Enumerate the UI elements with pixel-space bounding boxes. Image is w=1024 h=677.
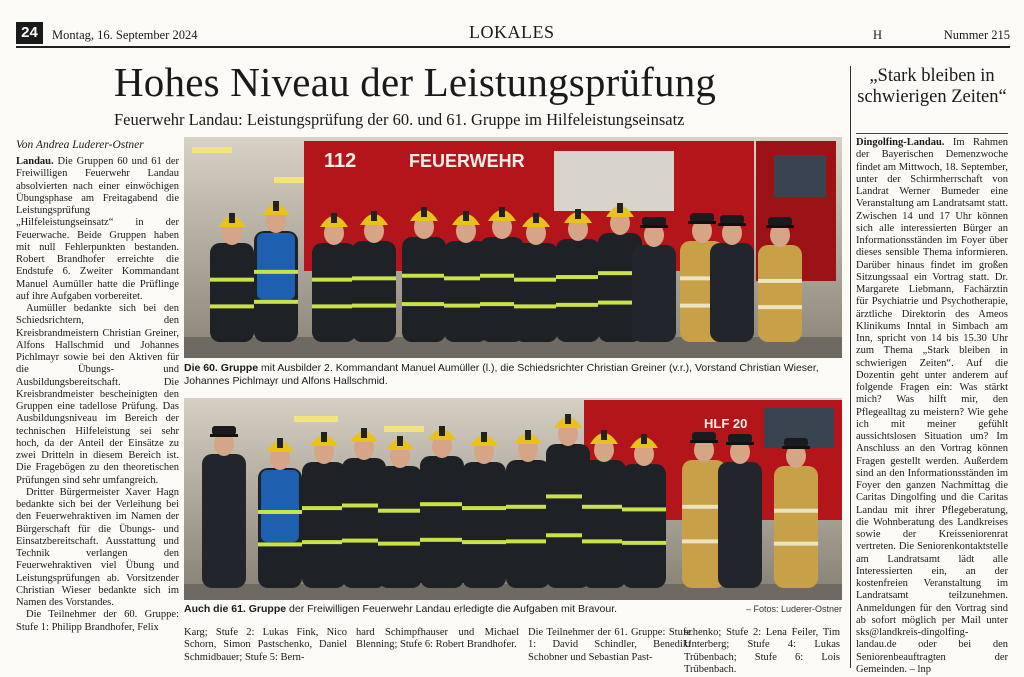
sidebar-lead-location: Dingolfing-Landau. bbox=[856, 137, 945, 148]
paragraph-3: Dritter Bürgermeister Xaver Hagn bedankte sich bei der Verleihung bei den Feuerwehraktiven im Namen der Bürgerschaft für die Übungs- und Einsatzbereitschaft. Ausstattung und Technik verlangen den Feuerwehraktiven viel Übung und Leistungsprüfungen ab. Vorsitzender Christian Wieser bedankte sich im Namen des Vorstandes. bbox=[16, 486, 179, 608]
photo-1-caption-text: mit Ausbilder 2. Kommandant Manuel Aumüller (l.), die Schiedsrichter Christian Greiner (v.r.), Vorstand Christian Wieser, Johannes Pichlmayr und Alfons Hallschmid. bbox=[184, 362, 819, 387]
sidebar-signoff: – lnp bbox=[909, 663, 931, 675]
photo-2-caption-lead: Auch die 61. Gruppe bbox=[184, 603, 287, 615]
photo-credit: – Fotos: Luderer-Ostner bbox=[745, 604, 842, 614]
edition-letter: H bbox=[873, 28, 883, 42]
lead-location: Landau. bbox=[16, 156, 54, 167]
photo-1-caption bbox=[184, 362, 842, 388]
sidebar-body: Im Rahmen der Bayerischen Demenzwoche findet am Mittwoch, 18. September, unter der Schirmherrschaft von Landrat Werner Bumeder eine Veranstaltung am Landratsamt statt. Zwischen 14 und 17 Uhr können sich alle interessierten Bürger an Informationsständen im Foyer über dieses sensible Thema informieren. Darüber hinaus findet im großen Sitzungssaal ein Vortrag statt. Dr. Margarete Liebmann, Fachärztin für Psychiatrie und Psychotherapie, ärztliche Direktorin des Ameos Klinikums Inntal in Simbach am Inn, spricht von 14 bis 15.30 Uhr zum Thema „Stark bleiben in schwierigen Zeiten“. Auf die Dozentin geht unter anderem auf folgende Fragen ein: Was stärkt mich? Was hilft mir, den Pflegealltag zu meistern? Wie gehe ich mit meiner gefühlt aussichtslosen Situation um? Im Anschluss an den Vortrag können Fragen gestellt werden. Außerdem sind an den Informationsständen im Foyer den ganzen Nachmittag die Caritas Dingolfing und die Caritas Landau mit ihrer Pflegeberatung, die Wohnberatung des Landkreises sowie der Kreisseniorenrat vertreten. Die Seniorenkontaktstelle am Landratsamt lädt alle Interessierten ein, an der kostenfreien Veranstaltung im Landratsamt teilzunehmen. Anmeldungen für den Vortrag sind ab sofort möglich per Mail unter sks@landkreis-dingolfing-landau.de oder bei den Seniorenbeauftragten der Gemeinden. bbox=[856, 137, 1008, 675]
participants-column-4: schenko; Stufe 2: Lena Feiler, Tim Unterberg; Stufe 4: Lukas Trübenbach; Stufe 6: Lois Trübenbach. bbox=[684, 627, 840, 675]
sidebar-headline: „Stark bleiben in schwierigen Zeiten“ bbox=[857, 66, 1007, 107]
paragraph-4: Die Teilnehmer der 60. Gruppe: Stufe 1: Philipp Brandhofer, Felix bbox=[16, 609, 179, 633]
article-subheadline: Feuerwehr Landau: Leistungsprüfung der 60. und 61. Gruppe im Hilfeleistungseinsatz bbox=[114, 110, 685, 129]
issue-date: Montag, 16. September 2024 bbox=[52, 28, 198, 42]
participants-column-2: hard Schimpfhauser und Michael Blenning; Stufe 6: Robert Brandhofer. bbox=[356, 627, 519, 651]
photo-group-60 bbox=[184, 137, 842, 358]
photo-2-caption-text: der Freiwilligen Feuerwehr Landau erledigte die Aufgaben mit Bravour. bbox=[286, 603, 618, 615]
header-rule bbox=[16, 46, 1010, 48]
truck-sign-112: 112 bbox=[324, 150, 357, 172]
paragraph-1-text: Die Gruppen 60 und 61 der Freiwilligen Feuerwehr Landau absolvierten nach einer einwöchigen Übungsphase am Freitagabend die Leistungsprüfung „Hilfeleistungseinsatz“ in der Feuerwache. Beide Gruppen haben mit null Fehlerpunkten bestanden. Robert Brandhofer erreichte die Endstufe 6. Zweiter Kommandant Manuel Aumüller hatte die Prüflinge auf ihre Aufgaben vorbereitet. bbox=[16, 156, 180, 302]
page-number: 24 bbox=[16, 22, 43, 44]
issue-number: Nummer 215 bbox=[943, 28, 1010, 42]
section-title: LOKALES bbox=[469, 22, 555, 42]
article-headline: Hohes Niveau der Leistungsprüfung bbox=[114, 59, 717, 105]
article-byline: Von Andrea Luderer-Ostner bbox=[16, 139, 144, 151]
photo-2-caption bbox=[184, 603, 842, 616]
page-header bbox=[16, 18, 1010, 46]
sidebar-rule bbox=[856, 133, 1008, 134]
truck-sign-feuerwehr: FEUERWEHR bbox=[409, 151, 525, 171]
truck-sign-hlf20: HLF 20 bbox=[704, 416, 748, 431]
photo-group-61 bbox=[184, 398, 842, 600]
sidebar-article bbox=[856, 137, 1008, 675]
paragraph-1 bbox=[16, 156, 179, 303]
participants-column-1: Karg; Stufe 2: Lukas Fink, Nico Schorn, Simon Pastschenko, Daniel Schmidbauer; Stufe 5: Bern- bbox=[184, 627, 347, 663]
participants-column-3: Die Teilnehmer der 61. Gruppe: Stufe 1: David Schindler, Benedikt Schobner und Sebastian Past- bbox=[528, 627, 691, 663]
photo-1-caption-lead: Die 60. Gruppe bbox=[184, 362, 259, 374]
column-divider bbox=[850, 66, 851, 668]
article-column-1 bbox=[16, 156, 179, 668]
paragraph-2: Aumüller bedankte sich bei den Schiedsrichtern, den Kreisbrandmeistern Christian Greiner, Alfons Hallschmid und Johannes Pichlmayr sowie bei den Aktiven für die Übungs- und Ausbildungsbereitschaft. Die Kreisbrandmeister bescheinigten den Gruppen eine tadellose Prüfung. Das Ausbildungsniveau im Bereich der technischen Hilfeleistung sei sehr hoch, da der Anteil der Einsätze zu zwei Dritteln in diesem Bereich ist. Die Fragebögen zu den theoretischen Prüfungen sind sehr umfangreich. bbox=[16, 303, 179, 486]
